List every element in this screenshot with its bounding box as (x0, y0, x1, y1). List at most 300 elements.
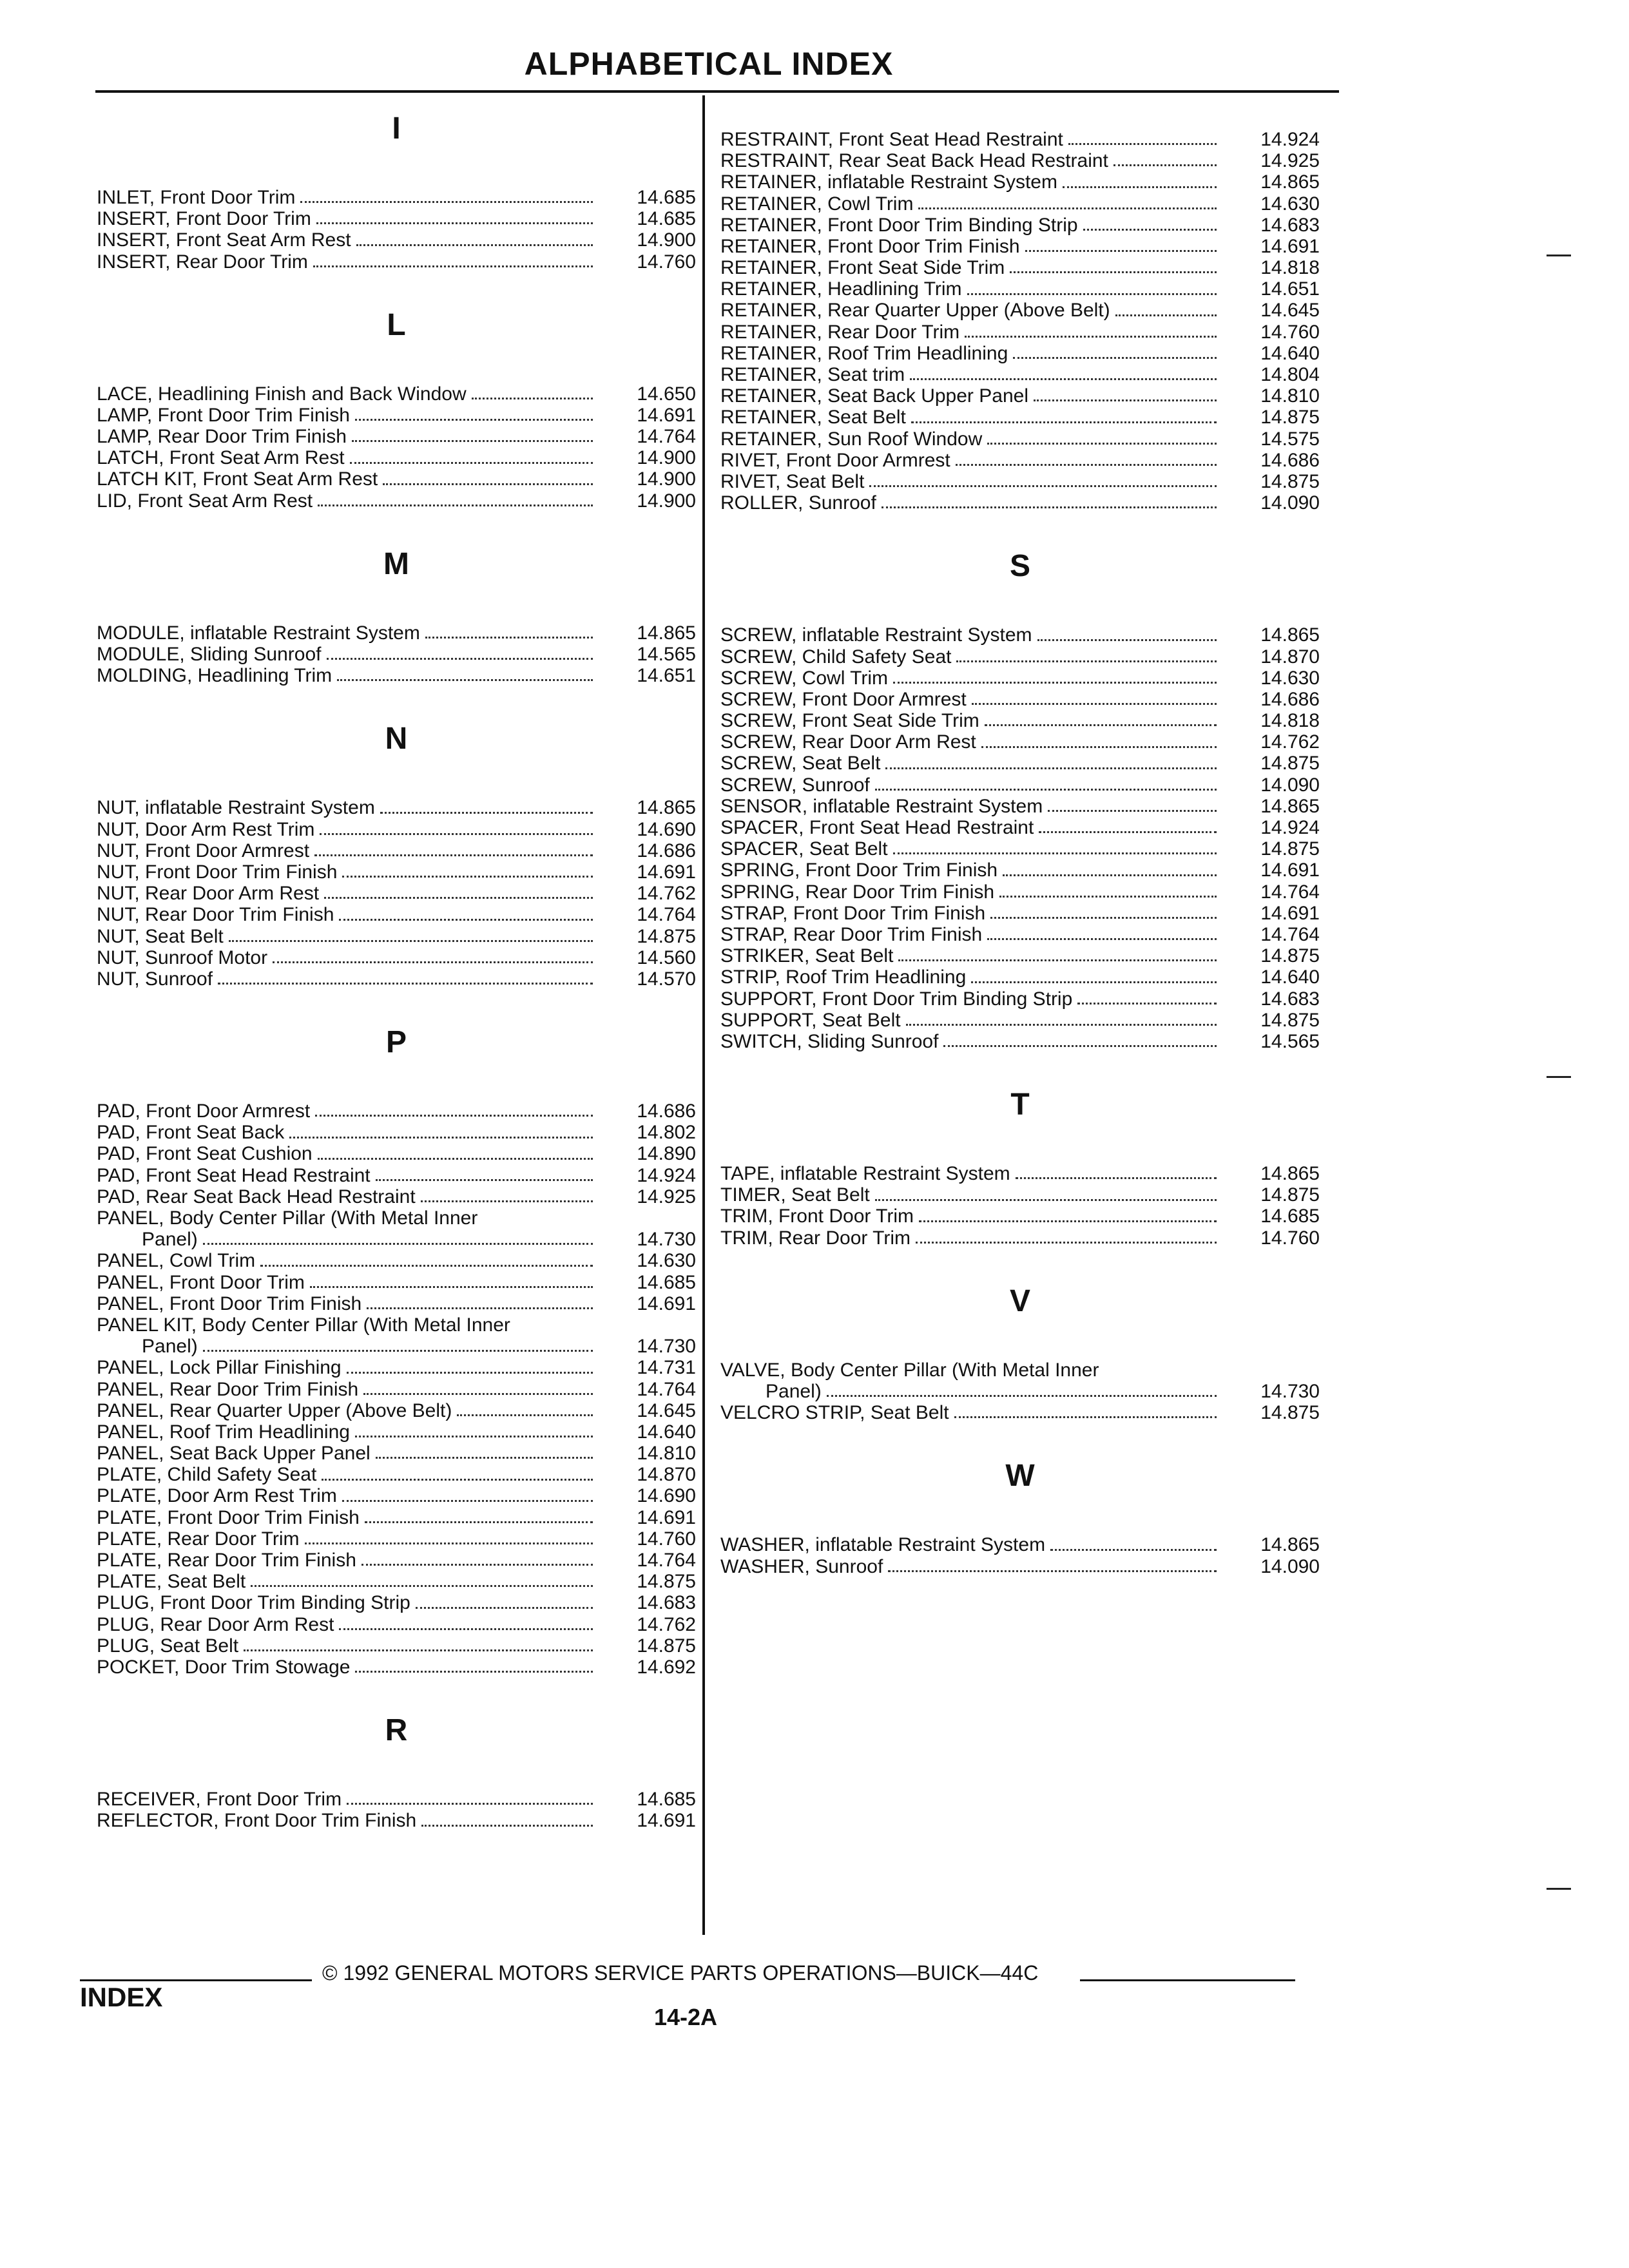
index-entry (97, 1122, 696, 1143)
index-page-ref: 14.875 (637, 925, 696, 947)
index-section (97, 110, 696, 273)
index-entry (720, 492, 1320, 514)
index-term: NUT, Door Arm Rest Trim (97, 818, 315, 840)
dot-leader (421, 1825, 593, 1827)
right-index-column (720, 129, 1320, 1611)
dot-leader (244, 1649, 593, 1651)
index-entry (97, 469, 696, 490)
index-entry (97, 1186, 696, 1207)
index-entry (720, 624, 1320, 646)
index-term: LACE, Headlining Finish and Back Window (97, 383, 467, 405)
index-page-ref: 14.900 (637, 490, 696, 512)
index-term: PAD, Front Door Armrest (97, 1100, 311, 1122)
dot-leader (350, 462, 593, 464)
dot-leader (1016, 1177, 1217, 1179)
index-page-ref: 14.875 (1260, 945, 1320, 967)
index-entry (720, 903, 1320, 924)
index-term: LATCH, Front Seat Arm Rest (97, 447, 345, 469)
dot-leader (347, 1803, 593, 1805)
index-page-ref: 14.865 (1260, 1163, 1320, 1185)
index-page-ref: 14.810 (637, 1443, 696, 1465)
index-term: STRAP, Front Door Trim Finish (720, 902, 986, 924)
index-page-ref: 14.691 (1260, 902, 1320, 924)
index-page-ref: 14.651 (637, 665, 696, 687)
index-term: NUT, Sunroof Motor (97, 947, 268, 968)
index-section (720, 1457, 1320, 1577)
entry-list (97, 622, 696, 687)
index-page-ref: 14.875 (1260, 407, 1320, 428)
index-term: PAD, Front Seat Cushion (97, 1143, 313, 1165)
index-term: SCREW, inflatable Restraint System (720, 624, 1032, 646)
index-term: PLATE, Seat Belt (97, 1571, 246, 1593)
index-entry (720, 322, 1320, 343)
index-page-ref: 14.640 (1260, 342, 1320, 364)
dot-leader (315, 1115, 593, 1117)
dot-leader (324, 897, 593, 899)
dot-leader (1048, 810, 1217, 812)
index-page-ref: 14.630 (637, 1250, 696, 1272)
dot-leader (987, 938, 1217, 940)
index-page-ref: 14.760 (637, 1528, 696, 1550)
index-entry (720, 1360, 1320, 1381)
index-section (720, 1282, 1320, 1424)
index-term: SPRING, Front Door Trim Finish (720, 860, 998, 881)
index-entry (97, 405, 696, 426)
index-page-ref: 14.760 (1260, 321, 1320, 343)
index-term: MOLDING, Headlining Trim (97, 665, 333, 687)
dot-leader (457, 1414, 593, 1416)
index-entry (720, 1402, 1320, 1423)
index-term: SUPPORT, Front Door Trim Binding Strip (720, 988, 1073, 1010)
index-entry (97, 1100, 696, 1122)
index-section (720, 1086, 1320, 1249)
index-page-ref: 14.686 (1260, 449, 1320, 471)
dot-leader (987, 443, 1217, 445)
index-page-ref: 14.760 (637, 251, 696, 273)
index-entry (97, 840, 696, 861)
dot-leader (1025, 250, 1217, 252)
index-page-ref: 14.875 (637, 1635, 696, 1657)
index-term: RETAINER, Roof Trim Headlining (720, 342, 1008, 364)
section-letter: S (1009, 549, 1030, 584)
dot-leader (313, 265, 593, 267)
index-page-ref: 14.924 (637, 1164, 696, 1186)
section-letter: V (1009, 1283, 1030, 1318)
dot-leader (383, 483, 593, 485)
index-entry (97, 1635, 696, 1657)
section-letter: I (392, 111, 401, 146)
index-entry (97, 1464, 696, 1485)
index-page-ref: 14.762 (1260, 731, 1320, 753)
margin-tick-mark (1547, 1888, 1571, 1890)
index-term: PLATE, Front Door Trim Finish (97, 1506, 360, 1528)
dot-leader (203, 1350, 593, 1352)
index-term: PANEL KIT, Body Center Pillar (With Metal Inner (97, 1314, 510, 1336)
dot-leader (218, 983, 593, 985)
index-entry (720, 150, 1320, 171)
index-term: LAMP, Front Door Trim Finish (97, 404, 350, 426)
index-page-ref: 14.685 (637, 1789, 696, 1811)
dot-leader (1037, 639, 1217, 641)
index-page-ref: 14.690 (637, 818, 696, 840)
index-section (97, 545, 696, 687)
dot-leader (1063, 186, 1217, 188)
index-entry (720, 407, 1320, 428)
index-entry (720, 774, 1320, 796)
dot-leader (273, 961, 593, 963)
index-term: NUT, Front Door Trim Finish (97, 861, 338, 883)
index-page-ref: 14.645 (1260, 300, 1320, 322)
index-page-ref: 14.730 (637, 1229, 696, 1251)
index-entry (97, 1421, 696, 1443)
dot-leader (882, 506, 1217, 508)
footer-page-number: 14-2A (654, 2004, 718, 2030)
index-term: NUT, Sunroof (97, 968, 213, 990)
index-page-ref: 14.090 (1260, 492, 1320, 514)
index-page-ref: 14.686 (637, 840, 696, 861)
index-section (97, 306, 696, 512)
index-term: SPACER, Seat Belt (720, 838, 888, 860)
section-letter: N (385, 722, 408, 756)
index-page-ref: 14.683 (1260, 214, 1320, 236)
index-page-ref: 14.685 (637, 186, 696, 208)
index-page-ref: 14.630 (1260, 667, 1320, 689)
index-entry (97, 208, 696, 229)
index-page-ref: 14.565 (1260, 1030, 1320, 1052)
dot-leader (365, 1521, 593, 1523)
index-page-ref: 14.875 (1260, 1009, 1320, 1031)
index-term: INSERT, Front Door Trim (97, 208, 311, 230)
index-term: PLUG, Rear Door Arm Rest (97, 1613, 334, 1635)
index-entry (720, 689, 1320, 710)
index-section (97, 1023, 696, 1678)
index-page-ref: 14.683 (1260, 988, 1320, 1010)
dot-leader (911, 421, 1217, 423)
dot-leader (327, 658, 593, 660)
dot-leader (875, 789, 1217, 791)
dot-leader (356, 244, 593, 246)
index-term: TIMER, Seat Belt (720, 1184, 870, 1206)
dot-leader (320, 833, 593, 835)
index-term: SCREW, Sunroof (720, 774, 870, 796)
index-entry (97, 904, 696, 925)
index-section (97, 720, 696, 990)
index-term: WASHER, Sunroof (720, 1555, 883, 1577)
index-page-ref: 14.685 (1260, 1206, 1320, 1227)
dot-leader (472, 398, 593, 399)
dot-leader (910, 378, 1217, 380)
index-term: PANEL, Front Door Trim (97, 1271, 305, 1293)
index-term: RETAINER, Front Door Trim Binding Strip (720, 214, 1078, 236)
index-entry (720, 343, 1320, 364)
index-page-ref: 14.865 (1260, 171, 1320, 193)
index-page-ref: 14.685 (637, 1271, 696, 1293)
index-page-ref: 14.090 (1260, 1555, 1320, 1577)
index-term: PANEL, Rear Door Trim Finish (97, 1378, 359, 1400)
section-letter: T (1010, 1088, 1030, 1122)
index-term: LAMP, Rear Door Trim Finish (97, 426, 347, 448)
index-entry (720, 1556, 1320, 1577)
index-entry (97, 1144, 696, 1165)
index-entry (97, 1400, 696, 1421)
index-term: RETAINER, Front Seat Side Trim (720, 257, 1005, 279)
column-divider (702, 95, 705, 1935)
index-page-ref: 14.875 (1260, 753, 1320, 774)
index-page-ref: 14.875 (637, 1571, 696, 1593)
page-title: ALPHABETICAL INDEX (524, 46, 894, 82)
index-page-ref: 14.683 (637, 1592, 696, 1614)
index-entry (720, 881, 1320, 903)
dot-leader (318, 505, 593, 506)
index-term: TRIM, Rear Door Trim (720, 1227, 911, 1249)
margin-tick-mark (1547, 255, 1571, 256)
left-index-column (97, 110, 696, 1865)
entry-list (720, 624, 1320, 1052)
index-term: WASHER, inflatable Restraint System (720, 1534, 1046, 1556)
dot-leader (893, 852, 1217, 854)
index-entry (720, 796, 1320, 817)
dot-leader (416, 1607, 593, 1609)
dot-leader (943, 1045, 1217, 1047)
footer-section-label: INDEX (80, 1982, 163, 2012)
index-entry (720, 236, 1320, 257)
index-term: PANEL, Seat Back Upper Panel (97, 1443, 371, 1465)
index-entry (720, 278, 1320, 300)
index-entry (97, 797, 696, 818)
index-entry (97, 883, 696, 904)
index-term: SCREW, Child Safety Seat (720, 646, 952, 668)
index-page-ref: 14.764 (1260, 881, 1320, 903)
index-term: INLET, Front Door Trim (97, 186, 296, 208)
index-entry (720, 215, 1320, 236)
dot-leader (990, 917, 1217, 919)
dot-leader (339, 1628, 593, 1630)
dot-leader (339, 919, 593, 921)
dot-leader (361, 1564, 593, 1566)
index-entry (97, 665, 696, 686)
footer-rule-left (80, 1979, 312, 1981)
index-entry (720, 171, 1320, 193)
dot-leader (355, 1436, 593, 1437)
index-entry (97, 1571, 696, 1592)
index-entry (97, 1528, 696, 1550)
dot-leader (376, 1457, 593, 1459)
index-term: STRIP, Roof Trim Headlining (720, 966, 967, 988)
index-entry (720, 193, 1320, 215)
index-entry (97, 1443, 696, 1464)
index-entry (97, 1314, 696, 1336)
index-page-ref: 14.865 (637, 622, 696, 644)
index-term: SCREW, Front Door Armrest (720, 688, 967, 710)
index-term: PLUG, Front Door Trim Binding Strip (97, 1592, 410, 1614)
index-term: TAPE, inflatable Restraint System (720, 1163, 1010, 1185)
index-term: SCREW, Cowl Trim (720, 667, 889, 689)
dot-leader (352, 440, 593, 442)
index-term: PANEL, Lock Pillar Finishing (97, 1357, 342, 1379)
index-term: PAD, Rear Seat Back Head Restraint (97, 1186, 416, 1207)
index-entry (97, 1789, 696, 1810)
index-term: Panel) (142, 1229, 198, 1251)
index-entry (97, 1165, 696, 1186)
dot-leader (956, 660, 1217, 662)
index-page-ref: 14.630 (1260, 193, 1320, 215)
dot-leader (251, 1585, 593, 1587)
dot-leader (965, 336, 1217, 338)
dot-leader (1013, 357, 1217, 359)
index-entry (720, 838, 1320, 860)
dot-leader (918, 207, 1217, 209)
index-page-ref: 14.731 (637, 1357, 696, 1379)
dot-leader (367, 1307, 593, 1309)
index-page-ref: 14.870 (1260, 646, 1320, 668)
index-section (720, 547, 1320, 1052)
index-entry (97, 947, 696, 968)
index-term: SCREW, Front Seat Side Trim (720, 710, 979, 732)
index-entry (720, 753, 1320, 774)
index-term: REFLECTOR, Front Door Trim Finish (97, 1810, 417, 1832)
entry-list (720, 1163, 1320, 1249)
index-term: NUT, Rear Door Arm Rest (97, 883, 320, 905)
index-page-ref: 14.651 (1260, 278, 1320, 300)
index-entry (720, 1010, 1320, 1031)
entry-list (97, 187, 696, 273)
index-term: RETAINER, Rear Quarter Upper (Above Belt) (720, 300, 1110, 322)
index-page-ref: 14.900 (637, 229, 696, 251)
index-term: NUT, Rear Door Trim Finish (97, 904, 334, 926)
index-entry (97, 1550, 696, 1571)
dot-leader (300, 201, 593, 203)
index-term: PAD, Front Seat Head Restraint (97, 1164, 371, 1186)
index-entry (97, 1272, 696, 1293)
dot-leader (310, 1286, 593, 1288)
index-entry (97, 229, 696, 251)
index-term: RESTRAINT, Front Seat Head Restraint (720, 128, 1063, 150)
index-entry (720, 385, 1320, 407)
index-page-ref: 14.804 (1260, 364, 1320, 386)
index-page-ref: 14.690 (637, 1485, 696, 1507)
index-term: NUT, Front Door Armrest (97, 840, 310, 861)
index-entry (720, 1381, 1320, 1402)
index-entry (97, 447, 696, 468)
index-term: INSERT, Rear Door Trim (97, 251, 308, 273)
index-page-ref: 14.865 (1260, 624, 1320, 646)
index-entry (97, 490, 696, 512)
index-term: POCKET, Door Trim Stowage (97, 1656, 351, 1678)
index-page-ref: 14.875 (1260, 1184, 1320, 1206)
index-page-ref: 14.818 (1260, 710, 1320, 732)
dot-leader (203, 1243, 593, 1245)
index-entry (720, 988, 1320, 1010)
index-page-ref: 14.570 (637, 968, 696, 990)
dot-leader (1039, 831, 1217, 833)
index-term: PLATE, Rear Door Trim Finish (97, 1550, 356, 1571)
index-term: MODULE, inflatable Restraint System (97, 622, 420, 644)
index-term: RETAINER, Seat trim (720, 364, 905, 386)
dot-leader (885, 767, 1217, 769)
index-entry (720, 924, 1320, 945)
dot-leader (380, 812, 593, 814)
dot-leader (342, 876, 593, 878)
dot-leader (916, 1242, 1217, 1244)
index-term: STRIKER, Seat Belt (720, 945, 894, 967)
index-entry (720, 1184, 1320, 1206)
index-entry (720, 471, 1320, 492)
index-entry (720, 731, 1320, 753)
dot-leader (314, 854, 593, 856)
dot-leader (954, 1416, 1217, 1418)
entry-list (97, 797, 696, 990)
index-term: RETAINER, Seat Back Upper Panel (720, 385, 1028, 407)
index-page-ref: 14.691 (637, 1293, 696, 1314)
dot-leader (1034, 399, 1217, 401)
index-entry (97, 1229, 696, 1250)
index-page-ref: 14.890 (637, 1143, 696, 1165)
index-term: RETAINER, Sun Roof Window (720, 428, 983, 450)
index-entry (720, 257, 1320, 278)
index-term: PLATE, Door Arm Rest Trim (97, 1485, 337, 1507)
index-entry (720, 966, 1320, 988)
dot-leader (999, 896, 1217, 898)
index-term: TRIM, Front Door Trim (720, 1206, 914, 1227)
entry-list (720, 1360, 1320, 1424)
index-entry (97, 622, 696, 644)
index-term: Panel) (142, 1336, 198, 1358)
dot-leader (421, 1200, 593, 1202)
index-term: VELCRO STRIP, Seat Belt (720, 1402, 949, 1424)
margin-tick-mark (1547, 1076, 1571, 1078)
dot-leader (956, 464, 1217, 466)
index-entry (97, 1293, 696, 1314)
dot-leader (893, 682, 1217, 684)
index-term: PANEL, Front Door Trim Finish (97, 1293, 362, 1314)
index-entry (97, 1592, 696, 1613)
entry-list (97, 383, 696, 512)
index-entry (97, 1379, 696, 1400)
dot-leader (1083, 229, 1217, 231)
dot-leader (972, 703, 1217, 705)
dot-leader (1113, 164, 1217, 166)
index-term: LATCH KIT, Front Seat Arm Rest (97, 468, 378, 490)
dot-leader (1050, 1549, 1217, 1551)
index-page-ref: 14.900 (637, 447, 696, 469)
index-page-ref: 14.691 (637, 861, 696, 883)
index-term: SENSOR, inflatable Restraint System (720, 795, 1043, 817)
index-entry (720, 646, 1320, 668)
index-term: SWITCH, Sliding Sunroof (720, 1030, 939, 1052)
dot-leader (337, 679, 593, 681)
index-term: RECEIVER, Front Door Trim (97, 1789, 342, 1811)
index-page-ref: 14.691 (1260, 235, 1320, 257)
index-page-ref: 14.692 (637, 1656, 696, 1678)
index-entry (97, 1810, 696, 1831)
index-term: ROLLER, Sunroof (720, 492, 876, 514)
index-entry (720, 945, 1320, 966)
dot-leader (1010, 271, 1217, 273)
dot-leader (347, 1372, 593, 1374)
index-page-ref: 14.875 (1260, 470, 1320, 492)
dot-leader (906, 1024, 1217, 1026)
index-term: RETAINER, Front Door Trim Finish (720, 235, 1020, 257)
index-entry (97, 1357, 696, 1378)
index-page-ref: 14.924 (1260, 817, 1320, 839)
index-entry (720, 450, 1320, 471)
index-page-ref: 14.810 (1260, 385, 1320, 407)
index-page-ref: 14.650 (637, 383, 696, 405)
index-entry (97, 1486, 696, 1507)
dot-leader (827, 1395, 1217, 1397)
index-page-ref: 14.686 (1260, 688, 1320, 710)
index-page-ref: 14.640 (637, 1421, 696, 1443)
